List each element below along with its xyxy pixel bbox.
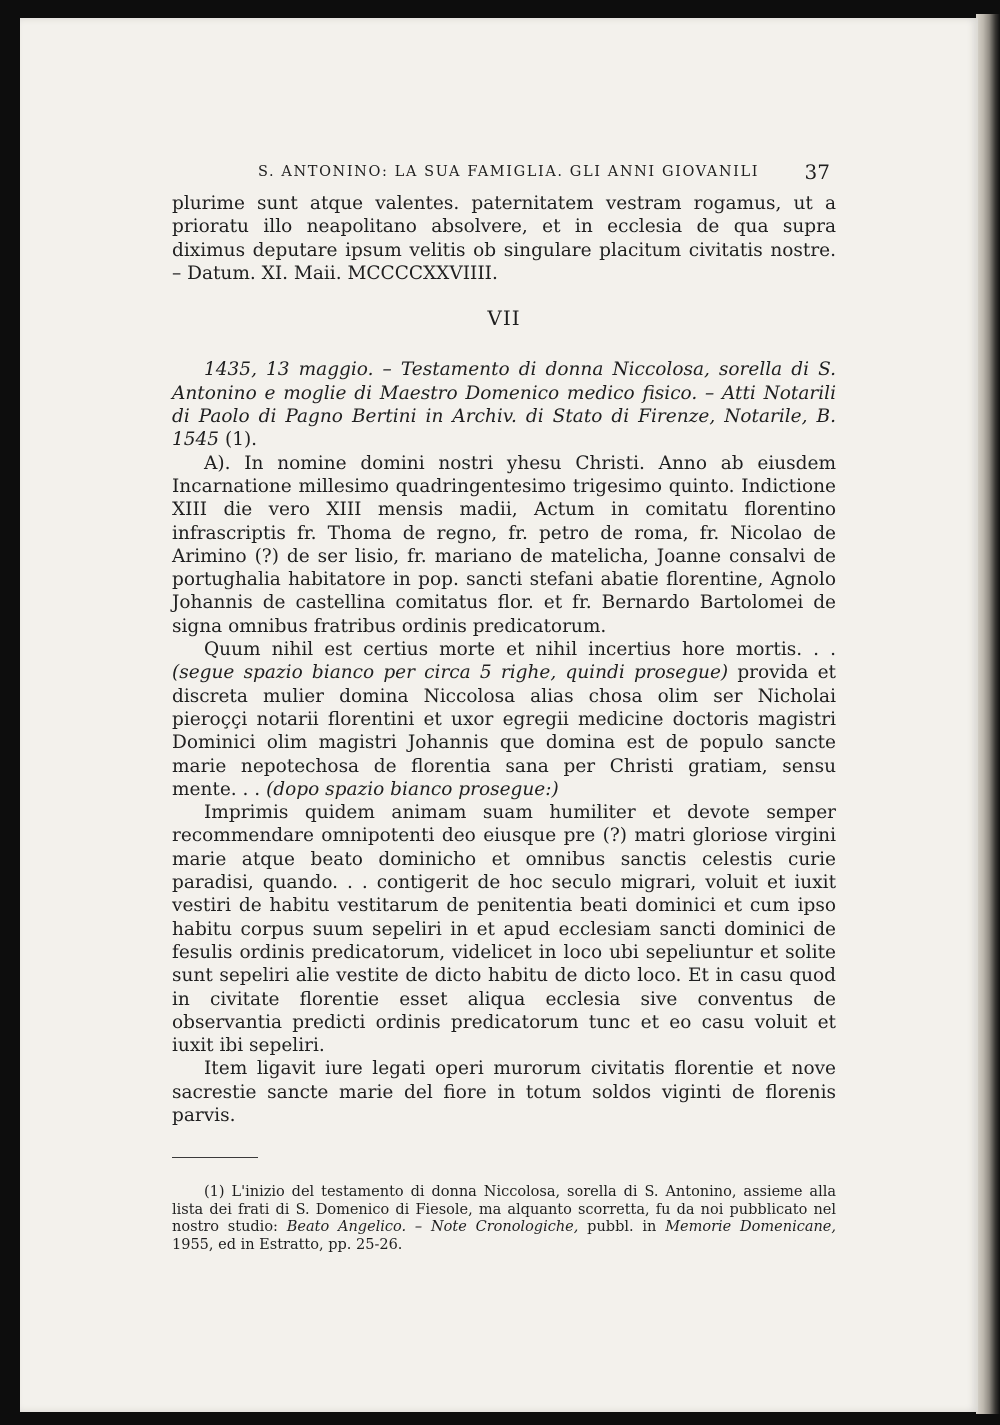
- paragraph-c: Imprimis quidem animam suam humiliter et devote semper recommendare omnipotenti deo eiusque pre (?) matri gloriose virgini marie atque beato dominicho et omnibus sanctis celestis curie paradisi, quando. . . contigerit de hoc seculo migrari, voluit et iuxit vestiri de habitu vestitarum de penitentia beati dominici et cum ipso habitu corpus suum sepeliri in et apud ecclesiam sancti dominici de fesulis ordinis predicatorum, videlicet in loco ubi sepeliuntur et solite sunt sepeliri alie vestite de dicto habitu de dicto loco. Et in casu quod in civitate florentie esset aliqua ecclesia sive conventus de observantia predicti ordinis predicatorum tunc et eo casu voluit et iuxit ibi sepeliri.: [172, 802, 836, 1057]
- footnote: [172, 1184, 836, 1254]
- editorial-note-2: (dopo spazio bianco prosegue:): [266, 778, 559, 800]
- footnote-journal: Memorie Domenicane,: [665, 1219, 836, 1236]
- book-page-edge: [976, 14, 1000, 1414]
- paragraph-b-middle: provida et discreta mulier domina Niccolosa alias chosa olim ser Nicholai pieroççi notarii florentini et uxor egregii medicine doctoris magistri Dominici olim magistri Johannis que domina est de populo sancte marie nepotechosa de florentia sana per Christi gratiam, sensu mente. . .: [172, 662, 836, 800]
- rubric-text: 1435, 13 maggio. – Testamento di donna Niccolosa, sorella di S. Antonino e moglie di Maestro Domenico medico fisico. – Atti Notarili di Paolo di Pagno Bertini in Archiv. di Stato di Firenze, Notarile, B. 1545: [172, 359, 836, 451]
- paragraph-d: Item ligavit iure legati operi murorum civitatis florentie et nove sacrestie sancte marie del fiore in totum soldos viginti de florenis parvis.: [172, 1058, 836, 1126]
- paragraph-a: A). In nomine domini nostri yhesu Christi. Anno ab eiusdem Incarnatione millesimo quadringentesimo trigesimo quinto. Indictione XIII die vero XIII mensis madii, Actum in comitatu florentino infrascriptis fr. Thoma de regno, fr. petro de roma, fr. Nicolao de Arimino (?) de ser lisio, fr. mariano de matelicha, Joanne consalvi de portughalia habitatore in pop. sancti stefani abatie florentine, Agnolo Johannis de castellina comitatus flor. et fr. Bernardo Bartolomei de signa omnibus fratribus ordinis predicatorum.: [172, 452, 836, 637]
- page-number: 37: [804, 160, 830, 184]
- text-block: [172, 158, 836, 1254]
- footnote-start: (1) L'inizio del testamento di donna Niccolosa, sorella di S. Antonino, assieme alla lista dei frati di S. Domenico di Fiesole, ma alquanto scorretta, fu da noi pubblicato nel nostro studio:: [172, 1184, 836, 1236]
- footnote-end: 1955, ed in Estratto, pp. 25-26.: [172, 1236, 403, 1253]
- document-rubric: [172, 358, 836, 451]
- body-text: [172, 192, 836, 1127]
- footnote-study-title: Beato Angelico. – Note Cronologiche,: [286, 1219, 579, 1236]
- editorial-note-1: (segue spazio bianco per circa 5 righe, quindi prosegue): [172, 662, 729, 684]
- footnote-reference: (1).: [219, 429, 258, 451]
- footnote-middle: pubbl. in: [578, 1219, 666, 1236]
- section-number: VII: [487, 306, 521, 331]
- running-head: [172, 158, 836, 192]
- footnote-divider: [172, 1157, 258, 1158]
- paragraph-b: [172, 638, 836, 801]
- opening-paragraph: plurime sunt atque valentes. paternitatem vestram rogamus, ut a prioratu illo neapolitano absolvere, et in ecclesia de qua supra diximus deputare ipsum velitis ob singulare placitum civitatis nostre. – Datum. XI. Maii. MCCCCXXVIIII.: [172, 193, 836, 284]
- paragraph-b-start: Quum nihil est certius morte et nihil incertius hore mortis. . .: [204, 639, 836, 661]
- running-title: S. ANTONINO: LA SUA FAMIGLIA. GLI ANNI GIOVANILI: [258, 164, 760, 180]
